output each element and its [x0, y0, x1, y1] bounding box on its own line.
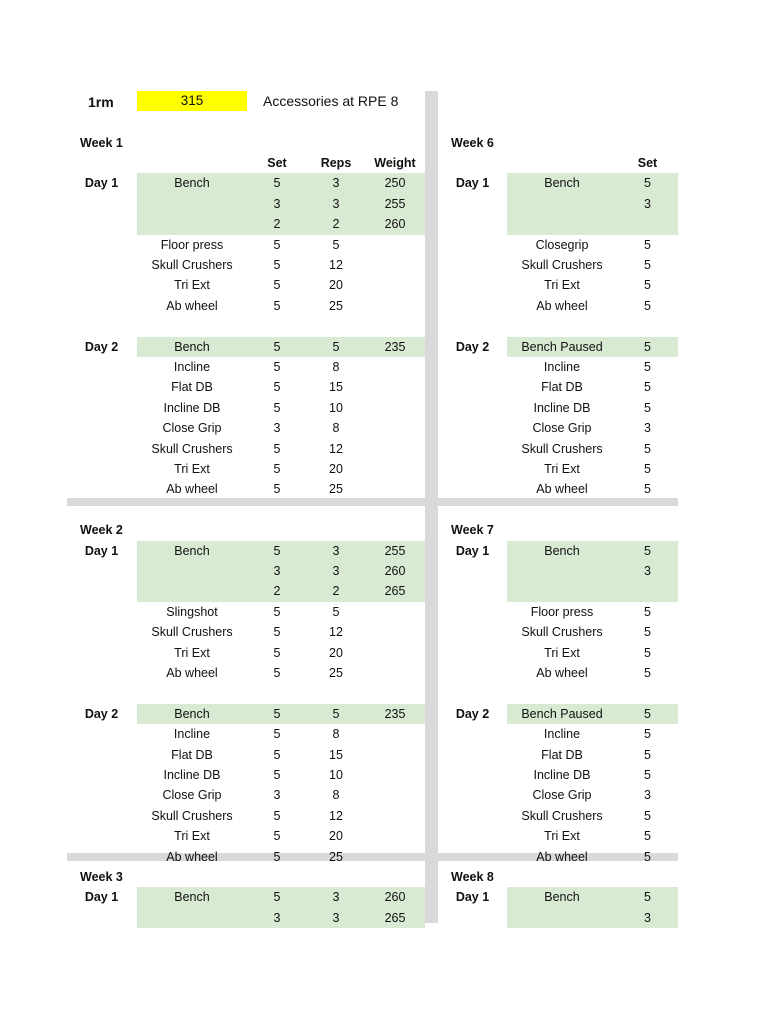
- exercise-cell[interactable]: Tri Ext: [174, 278, 210, 293]
- exercise-cell[interactable]: [507, 194, 617, 214]
- sets-cell[interactable]: 5: [644, 258, 651, 272]
- sets-cell[interactable]: 5: [644, 543, 651, 558]
- weight-column-header[interactable]: Weight: [374, 156, 416, 170]
- sets-cell[interactable]: 5: [273, 237, 281, 252]
- weight-cell[interactable]: 260: [384, 217, 406, 232]
- day-label[interactable]: Day 1: [84, 543, 119, 558]
- exercise-cell[interactable]: [507, 908, 617, 928]
- sets-cell[interactable]: 5: [273, 380, 281, 395]
- weight-cell[interactable]: 255: [384, 543, 406, 558]
- reps-cell[interactable]: 12: [329, 441, 343, 456]
- week-label: Week 1: [80, 136, 123, 150]
- reps-cell[interactable]: 25: [329, 298, 343, 313]
- sets-cell[interactable]: 5: [273, 706, 281, 721]
- week-label: Week 7: [451, 523, 494, 538]
- exercise-cell[interactable]: Close Grip: [162, 788, 222, 803]
- sets-cell[interactable]: 5: [273, 462, 281, 476]
- sets-cell[interactable]: 5: [273, 543, 281, 558]
- reps-cell[interactable]: 12: [329, 258, 343, 272]
- reps-cell[interactable]: 3: [332, 196, 340, 211]
- main-lift-row: [0, 908, 768, 928]
- sets-cell[interactable]: 5: [644, 645, 651, 660]
- sets-cell[interactable]: 5: [644, 380, 651, 395]
- exercise-cell[interactable]: Tri Ext: [544, 645, 580, 660]
- accessory-row: [0, 663, 768, 683]
- exercise-cell[interactable]: Ab wheel: [536, 666, 588, 680]
- exercise-cell[interactable]: Flat DB: [541, 747, 583, 762]
- week-label: Week 8: [451, 870, 494, 884]
- exercise-cell[interactable]: Floor press: [530, 604, 594, 619]
- accessory-row: [0, 806, 768, 826]
- reps-cell[interactable]: 20: [329, 829, 343, 844]
- day-label[interactable]: Day 2: [455, 706, 490, 721]
- accessory-row: [0, 826, 768, 846]
- exercise-cell[interactable]: Incline DB: [533, 768, 591, 782]
- sets-cell[interactable]: 5: [273, 441, 281, 456]
- sets-cell[interactable]: 5: [644, 462, 651, 476]
- sets-cell[interactable]: 5: [644, 829, 651, 844]
- reps-cell[interactable]: 10: [329, 768, 343, 782]
- weight-cell[interactable]: 265: [384, 910, 406, 925]
- day-label[interactable]: Day 2: [84, 706, 119, 721]
- reps-cell[interactable]: 8: [332, 360, 340, 374]
- exercise-cell[interactable]: Tri Ext: [544, 278, 580, 293]
- reps-cell[interactable]: 2: [332, 584, 340, 599]
- accessory-row: [0, 235, 768, 255]
- sets-cell[interactable]: 5: [644, 237, 651, 252]
- reps-cell[interactable]: 3: [332, 564, 340, 578]
- reps-cell[interactable]: 25: [329, 666, 343, 680]
- day-label[interactable]: Day 2: [455, 339, 490, 354]
- reps-cell[interactable]: 5: [332, 706, 340, 721]
- day-label[interactable]: Day 2: [84, 339, 119, 354]
- accessory-row: [0, 459, 768, 479]
- reps-cell[interactable]: 15: [329, 380, 343, 395]
- reps-cell[interactable]: 3: [332, 176, 340, 191]
- reps-cell[interactable]: 3: [332, 910, 340, 925]
- one-rep-max-label: 1rm: [88, 94, 114, 110]
- weight-cell[interactable]: 250: [384, 176, 406, 191]
- sets-cell[interactable]: 3: [644, 788, 651, 803]
- exercise-cell[interactable]: Bench: [174, 543, 210, 558]
- reps-cell[interactable]: 15: [329, 747, 343, 762]
- exercise-cell[interactable]: Skull Crushers: [521, 808, 603, 823]
- exercise-cell[interactable]: Bench: [174, 339, 210, 354]
- exercise-cell[interactable]: Ab wheel: [536, 298, 588, 313]
- sets-cell[interactable]: 3: [644, 421, 651, 436]
- sets-cell[interactable]: 5: [644, 666, 651, 680]
- day-label[interactable]: Day 1: [84, 176, 119, 191]
- accessory-row: [0, 745, 768, 765]
- reps-cell[interactable]: 8: [332, 421, 340, 436]
- sets-cell[interactable]: 5: [644, 768, 651, 782]
- exercise-cell[interactable]: Bench: [174, 706, 210, 721]
- exercise-cell[interactable]: [507, 214, 617, 234]
- exercise-cell[interactable]: Close Grip: [532, 421, 592, 436]
- weight-cell[interactable]: 265: [384, 584, 406, 599]
- exercise-cell[interactable]: Incline: [543, 360, 581, 374]
- day-label[interactable]: Day 1: [455, 176, 490, 191]
- main-lift-row: [0, 704, 768, 724]
- accessory-row: [0, 377, 768, 397]
- exercise-cell[interactable]: Flat DB: [541, 380, 583, 395]
- weight-cell[interactable]: 235: [384, 339, 406, 354]
- accessory-row: [0, 622, 768, 642]
- day-label[interactable]: Day 1: [455, 543, 490, 558]
- main-lift-row: [0, 887, 768, 907]
- reps-cell[interactable]: 5: [332, 339, 340, 354]
- sets-cell[interactable]: 5: [273, 298, 281, 313]
- sets-cell[interactable]: 5: [273, 666, 281, 680]
- sets-cell[interactable]: 5: [644, 890, 651, 905]
- set-column-header[interactable]: Set: [637, 156, 658, 170]
- reps-cell[interactable]: 5: [332, 237, 340, 252]
- reps-cell[interactable]: 8: [332, 727, 340, 742]
- sets-cell[interactable]: 5: [644, 747, 651, 762]
- accessory-row: [0, 275, 768, 295]
- exercise-cell[interactable]: Incline: [543, 727, 581, 742]
- exercise-cell[interactable]: Close Grip: [532, 788, 592, 803]
- reps-cell[interactable]: 8: [332, 788, 340, 803]
- sets-cell[interactable]: 5: [273, 400, 281, 415]
- sets-cell[interactable]: 5: [273, 768, 281, 782]
- accessory-row: [0, 765, 768, 785]
- exercise-cell[interactable]: Skull Crushers: [521, 258, 603, 272]
- week-label: Week 6: [451, 136, 494, 150]
- weight-cell[interactable]: 260: [384, 890, 406, 905]
- sets-cell[interactable]: 2: [273, 217, 281, 232]
- exercise-cell[interactable]: Tri Ext: [544, 829, 580, 844]
- reps-cell[interactable]: 20: [329, 278, 343, 293]
- exercise-cell[interactable]: Skull Crushers: [151, 441, 233, 456]
- main-lift-row: [0, 214, 768, 234]
- sets-cell[interactable]: 5: [644, 727, 651, 742]
- accessory-row: [0, 398, 768, 418]
- sets-cell[interactable]: 2: [273, 584, 281, 599]
- main-lift-row: [0, 337, 768, 357]
- reps-cell[interactable]: 12: [329, 808, 343, 823]
- exercise-cell[interactable]: Tri Ext: [544, 462, 580, 476]
- reps-cell[interactable]: 12: [329, 625, 343, 640]
- sets-cell[interactable]: 5: [644, 604, 651, 619]
- sets-cell[interactable]: 5: [644, 339, 651, 354]
- sets-cell[interactable]: 5: [644, 298, 651, 313]
- sets-cell[interactable]: 3: [273, 564, 281, 578]
- sets-cell[interactable]: 5: [273, 278, 281, 293]
- exercise-cell[interactable]: Ab wheel: [536, 482, 588, 497]
- sets-cell[interactable]: 3: [644, 910, 651, 925]
- accessory-row: [0, 602, 768, 622]
- exercise-cell[interactable]: Skull Crushers: [151, 808, 233, 823]
- exercise-cell[interactable]: Ab wheel: [536, 849, 588, 864]
- accessory-row: [0, 479, 768, 499]
- reps-cell[interactable]: 5: [332, 604, 340, 619]
- sets-cell[interactable]: 3: [273, 421, 281, 436]
- exercise-cell[interactable]: Bench: [174, 176, 210, 191]
- sets-cell[interactable]: 5: [273, 727, 281, 742]
- sets-cell[interactable]: 5: [644, 360, 651, 374]
- accessories-note: Accessories at RPE 8: [263, 93, 399, 109]
- week-label: Week 3: [80, 870, 123, 884]
- main-lift-row: [0, 194, 768, 214]
- exercise-cell[interactable]: Bench: [544, 890, 580, 905]
- exercise-cell[interactable]: Incline DB: [163, 400, 221, 415]
- sets-cell[interactable]: 5: [273, 258, 281, 272]
- exercise-cell[interactable]: Incline: [173, 360, 211, 374]
- sets-cell[interactable]: 3: [644, 196, 651, 211]
- exercise-cell[interactable]: Tri Ext: [174, 645, 210, 660]
- exercise-cell[interactable]: Ab wheel: [166, 482, 218, 497]
- weight-cell[interactable]: 255: [384, 196, 406, 211]
- sets-cell[interactable]: 5: [644, 849, 651, 864]
- week-label: Week 2: [80, 523, 123, 538]
- sets-cell[interactable]: 5: [644, 176, 651, 191]
- main-lift-row: [0, 541, 768, 561]
- exercise-cell[interactable]: Incline DB: [533, 400, 591, 415]
- exercise-cell[interactable]: Ab wheel: [166, 849, 218, 864]
- exercise-cell[interactable]: Bench: [544, 176, 580, 191]
- exercise-cell[interactable]: Bench Paused: [521, 706, 603, 721]
- accessory-row: [0, 439, 768, 459]
- sets-cell[interactable]: 5: [273, 808, 281, 823]
- sets-cell[interactable]: 5: [273, 890, 281, 905]
- reps-cell[interactable]: 2: [332, 217, 340, 232]
- sets-cell[interactable]: 5: [273, 604, 281, 619]
- one-rep-max-value[interactable]: 315: [137, 91, 247, 111]
- exercise-cell[interactable]: Flat DB: [171, 747, 213, 762]
- weight-cell[interactable]: 235: [384, 706, 406, 721]
- sets-cell[interactable]: [617, 581, 678, 601]
- exercise-cell[interactable]: Slingshot: [166, 604, 218, 619]
- exercise-cell[interactable]: Floor press: [160, 237, 224, 252]
- exercise-cell[interactable]: Tri Ext: [174, 829, 210, 844]
- sets-cell[interactable]: 5: [644, 400, 651, 415]
- sets-cell[interactable]: 5: [273, 176, 281, 191]
- sets-cell[interactable]: 5: [273, 625, 281, 640]
- exercise-cell[interactable]: Closegrip: [535, 237, 589, 252]
- exercise-cell[interactable]: Tri Ext: [174, 462, 210, 476]
- sets-cell[interactable]: 5: [644, 278, 651, 293]
- accessory-row: [0, 357, 768, 377]
- main-lift-row: [0, 581, 768, 601]
- exercise-cell[interactable]: [507, 581, 617, 601]
- exercise-cell[interactable]: Skull Crushers: [521, 441, 603, 456]
- exercise-cell[interactable]: Skull Crushers: [151, 258, 233, 272]
- sets-cell[interactable]: 5: [644, 808, 651, 823]
- reps-cell[interactable]: 20: [329, 645, 343, 660]
- reps-cell[interactable]: 3: [332, 543, 340, 558]
- accessory-row: [0, 418, 768, 438]
- accessory-row: [0, 724, 768, 744]
- exercise-cell[interactable]: Ab wheel: [166, 666, 218, 680]
- reps-cell[interactable]: 25: [329, 849, 343, 864]
- accessory-row: [0, 847, 768, 867]
- reps-column-header[interactable]: Reps: [320, 156, 352, 170]
- exercise-cell[interactable]: Bench: [544, 543, 580, 558]
- main-lift-row: [0, 173, 768, 193]
- weight-cell[interactable]: 260: [384, 564, 406, 578]
- sets-cell[interactable]: 3: [644, 564, 651, 578]
- reps-cell[interactable]: 20: [329, 462, 343, 476]
- exercise-cell[interactable]: Flat DB: [171, 380, 213, 395]
- exercise-cell[interactable]: Skull Crushers: [151, 625, 233, 640]
- exercise-cell[interactable]: Incline DB: [163, 768, 221, 782]
- sets-cell[interactable]: 3: [273, 196, 281, 211]
- sets-cell[interactable]: 5: [273, 849, 281, 864]
- sets-cell[interactable]: 3: [273, 788, 281, 803]
- accessory-row: [0, 255, 768, 275]
- sets-cell[interactable]: [617, 214, 678, 234]
- reps-cell[interactable]: 10: [329, 400, 343, 415]
- sets-cell[interactable]: 5: [273, 747, 281, 762]
- reps-cell[interactable]: 25: [329, 482, 343, 497]
- exercise-cell[interactable]: Bench Paused: [521, 339, 603, 354]
- accessory-row: [0, 296, 768, 316]
- day-label[interactable]: Day 1: [455, 890, 490, 905]
- sets-cell[interactable]: 5: [273, 645, 281, 660]
- exercise-cell[interactable]: Skull Crushers: [521, 625, 603, 640]
- set-column-header[interactable]: Set: [267, 156, 287, 170]
- accessory-row: [0, 785, 768, 805]
- sets-cell[interactable]: 5: [644, 625, 651, 640]
- main-lift-row: [0, 561, 768, 581]
- sets-cell[interactable]: 5: [273, 360, 281, 374]
- accessory-row: [0, 643, 768, 663]
- exercise-cell[interactable]: Close Grip: [162, 421, 222, 436]
- reps-cell[interactable]: 3: [332, 890, 340, 905]
- sets-cell[interactable]: 5: [644, 441, 651, 456]
- exercise-cell[interactable]: Incline: [173, 727, 211, 742]
- exercise-cell[interactable]: [507, 561, 617, 581]
- sets-cell[interactable]: 5: [644, 706, 651, 721]
- exercise-cell[interactable]: Ab wheel: [166, 298, 218, 313]
- sets-cell[interactable]: 3: [273, 910, 281, 925]
- day-label[interactable]: Day 1: [84, 890, 119, 905]
- sets-cell[interactable]: 5: [273, 482, 281, 497]
- sets-cell[interactable]: 5: [273, 829, 281, 844]
- sets-cell[interactable]: 5: [273, 339, 281, 354]
- column-header-row: [0, 153, 768, 173]
- sets-cell[interactable]: 5: [644, 482, 651, 497]
- exercise-cell[interactable]: Bench: [174, 890, 210, 905]
